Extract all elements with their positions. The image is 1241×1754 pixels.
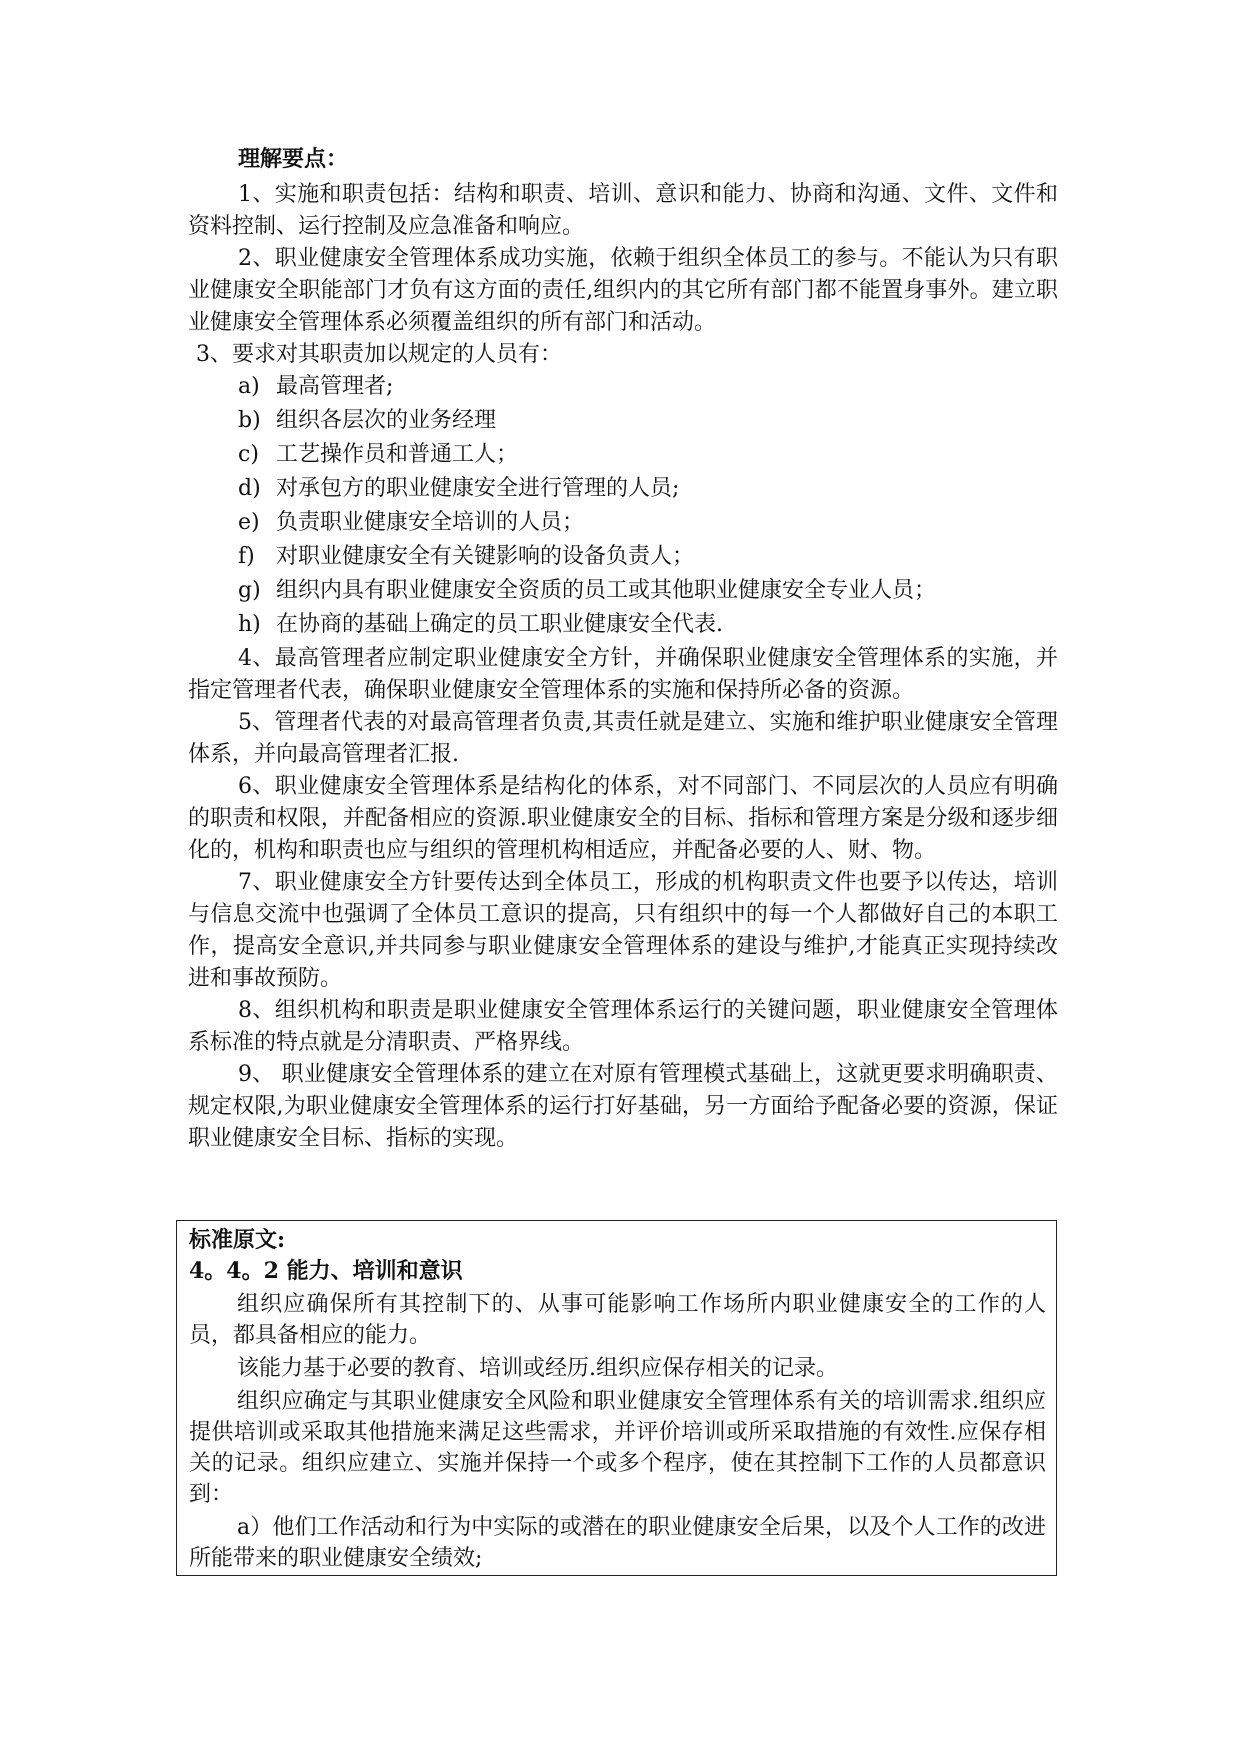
list-item — [188, 541, 1058, 573]
list-item — [188, 609, 1058, 641]
list-item — [188, 371, 1058, 403]
list-marker: f) — [238, 544, 255, 569]
standard-paragraph-3: 组织应确定与其职业健康安全风险和职业健康安全管理体系有关的培训需求.组织应提供培训或采取其他措施来满足这些需求，并评价培训或所采取措施的有效性.应保存相关的记录。组织应建立、实施并保持一个或多个程序，使在其控制下工作的人员都意识到： — [189, 1389, 1046, 1507]
paragraph-4: 4、最高管理者应制定职业健康安全方针，并确保职业健康安全管理体系的实施，并指定管理者代表，确保职业健康安全管理体系的实施和保持所必备的资源。 — [188, 646, 1058, 703]
list-marker: e) — [238, 510, 260, 535]
list-text: 对承包方的职业健康安全进行管理的人员; — [276, 476, 680, 501]
standard-text-box — [176, 1220, 1057, 1576]
section-heading: 理解要点： — [238, 146, 349, 172]
responsibility-list — [188, 371, 1058, 641]
paragraph-1: 1、实施和职责包括：结构和职责、培训、意识和能力、协商和沟通、文件、文件和资料控制、运行控制及应急准备和响应。 — [188, 182, 1058, 239]
list-marker: d) — [238, 476, 261, 501]
paragraph-8: 8、组织机构和职责是职业健康安全管理体系运行的关键问题，职业健康安全管理体系标准的特点就是分清职责、严格界线。 — [188, 998, 1058, 1055]
paragraph-2: 2、职业健康安全管理体系成功实施，依赖于组织全体员工的参与。不能认为只有职业健康安全职能部门才负有这方面的责任,组织内的其它所有部门都不能置身事外。建立职业健康安全管理体系必须覆盖组织的所有部门和活动。 — [188, 246, 1058, 335]
list-item — [188, 473, 1058, 505]
list-marker: h) — [238, 612, 261, 637]
list-text: 组织各层次的业务经理 — [276, 408, 497, 433]
standard-paragraph-1: 组织应确保所有其控制下的、从事可能影响工作场所内职业健康安全的工作的人员，都具备相应的能力。 — [189, 1292, 1046, 1348]
list-text: 在协商的基础上确定的员工职业健康安全代表. — [276, 612, 723, 637]
paragraph-5: 5、管理者代表的对最高管理者负责,其责任就是建立、实施和维护职业健康安全管理体系，并向最高管理者汇报. — [188, 710, 1058, 767]
paragraph-3: 3、要求对其职责加以规定的人员有： — [196, 342, 562, 367]
paragraph-9: 9、 职业健康安全管理体系的建立在对原有管理模式基础上，这就更要求明确职责、规定权限,为职业健康安全管理体系的运行打好基础，另一方面给予配备必要的资源，保证职业健康安全目标、指标的实现。 — [188, 1062, 1058, 1151]
list-text: 组织内具有职业健康安全资质的员工或其他职业健康安全专业人员； — [276, 578, 937, 603]
list-item — [188, 575, 1058, 607]
list-text: 负责职业健康安全培训的人员； — [276, 510, 585, 535]
standard-title: 标准原文: — [189, 1227, 286, 1253]
list-item — [188, 405, 1058, 437]
list-text: 最高管理者; — [276, 374, 394, 399]
list-text: 对职业健康安全有关键影响的设备负责人； — [276, 544, 695, 569]
standard-paragraph-2: 该能力基于必要的教育、培训或经历.组织应保存相关的记录。 — [237, 1356, 838, 1381]
paragraph-6: 6、职业健康安全管理体系是结构化的体系，对不同部门、不同层次的人员应有明确的职责和权限，并配备相应的资源.职业健康安全的目标、指标和管理方案是分级和逐步细化的，机构和职责也应与组织的管理机构相适应，并配备必要的人、财、物。 — [188, 774, 1058, 863]
paragraph-7: 7、职业健康安全方针要传达到全体员工，形成的机构职责文件也要予以传达，培训与信息交流中也强调了全体员工意识的提高，只有组织中的每一个人都做好自己的本职工作，提高安全意识,并共同参与职业健康安全管理体系的建设与维护,才能真正实现持续改进和事故预防。 — [188, 870, 1058, 991]
list-marker: g) — [238, 578, 261, 603]
understanding-section — [188, 143, 1058, 1155]
standard-subtitle: 4。4。2 能力、培训和意识 — [189, 1258, 463, 1284]
list-marker: c) — [238, 442, 259, 467]
standard-paragraph-4: a）他们工作活动和行为中实际的或潜在的职业健康安全后果，以及个人工作的改进所能带来的职业健康安全绩效; — [189, 1515, 1046, 1571]
list-item — [188, 507, 1058, 539]
list-marker: b) — [238, 408, 261, 433]
list-text: 工艺操作员和普通工人； — [276, 442, 519, 467]
list-item — [188, 439, 1058, 471]
list-marker: a) — [238, 374, 260, 399]
